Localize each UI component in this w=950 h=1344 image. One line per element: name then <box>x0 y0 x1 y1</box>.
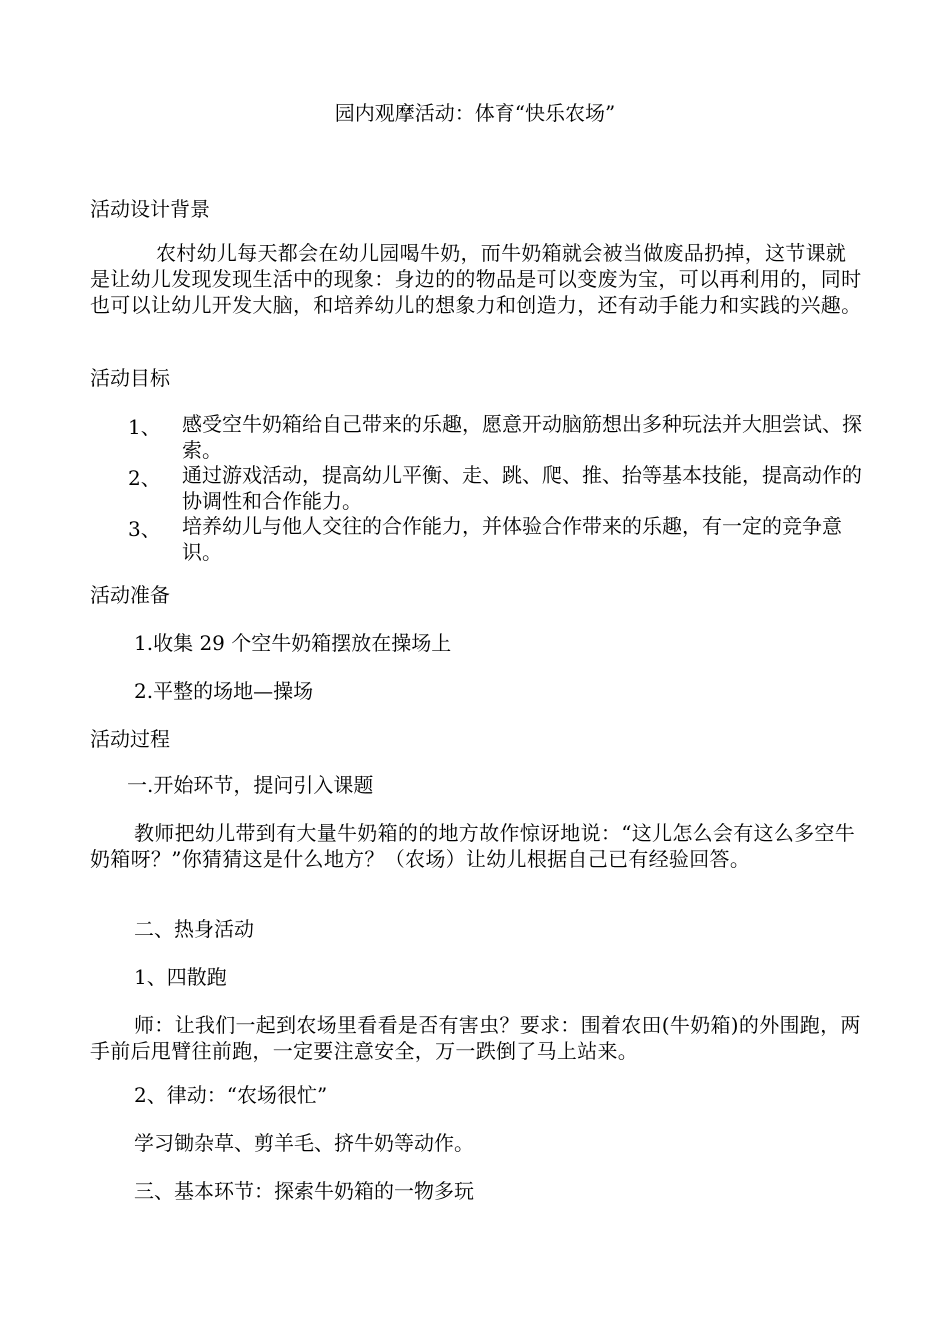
heading-background: 活动设计背景 <box>90 197 210 221</box>
step2-sub2: 2、律动：“农场很忙” <box>134 1083 328 1107</box>
heading-goals: 活动目标 <box>90 366 170 390</box>
step2-sub2-body: 学习锄杂草、剪羊毛、挤牛奶等动作。 <box>134 1131 474 1155</box>
list-item-number: 3、 <box>128 517 161 541</box>
heading-prep: 活动准备 <box>90 583 170 607</box>
prep-item: 2.平整的场地—操场 <box>134 679 314 703</box>
list-item-number: 2、 <box>128 466 161 490</box>
step3-title: 三、基本环节：探索牛奶箱的一物多玩 <box>134 1179 474 1203</box>
step1-title: 一.开始环节，提问引入课题 <box>127 773 374 797</box>
step1-body: 教师把幼儿带到有大量牛奶箱的的地方故作惊讶地说：“这儿怎么会有这么多空牛奶箱呀？”你猜猜这是什么地方？（农场）让幼儿根据自己已有经验回答。 <box>90 821 856 871</box>
paragraph-background: 农村幼儿每天都会在幼儿园喝牛奶，而牛奶箱就会被当做废品扔掉，这节课就是让幼儿发现发现生活中的现象：身边的的物品是可以变废为宝，可以再利用的，同时也可以让幼儿开发大脑，和培养幼儿的想象力和创造力，还有动手能力和实践的兴趣。 <box>90 241 862 317</box>
step2-title: 二、热身活动 <box>134 917 254 941</box>
prep-item: 1.收集 29 个空牛奶箱摆放在操场上 <box>134 631 452 655</box>
heading-process: 活动过程 <box>90 727 170 751</box>
list-item-text: 感受空牛奶箱给自己带来的乐趣，愿意开动脑筋想出多种玩法并大胆尝试、探索。 <box>182 412 862 462</box>
list-item-text: 通过游戏活动，提高幼儿平衡、走、跳、爬、推、抬等基本技能，提高动作的协调性和合作能力。 <box>182 463 862 513</box>
step2-sub1: 1、四散跑 <box>134 965 227 989</box>
list-item-number: 1、 <box>128 415 161 439</box>
page-title: 园内观摩活动：体育“快乐农场” <box>334 101 616 125</box>
list-item-text: 培养幼儿与他人交往的合作能力，并体验合作带来的乐趣，有一定的竞争意识。 <box>182 514 842 564</box>
step2-sub1-body: 师：让我们一起到农场里看看是否有害虫？要求：围着农田(牛奶箱)的外围跑，两手前后甩臂往前跑，一定要注意安全，万一跌倒了马上站来。 <box>90 1013 861 1063</box>
